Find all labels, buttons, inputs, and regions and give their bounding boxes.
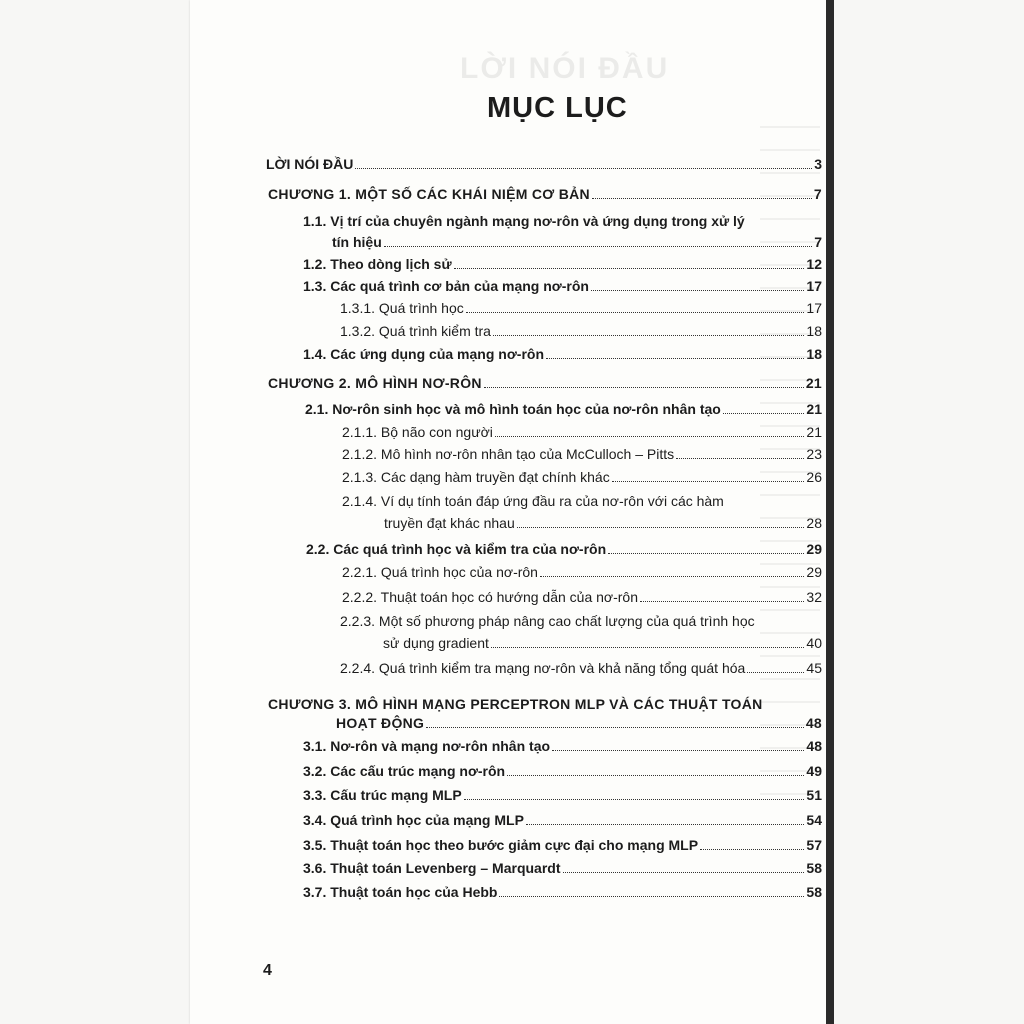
toc-entry-3-2 [303, 763, 822, 779]
toc-page: 18 [806, 323, 822, 339]
dot-leader [612, 481, 805, 482]
toc-entry-2-2-4 [340, 660, 822, 676]
dot-leader [747, 672, 804, 673]
toc-page: 28 [806, 515, 822, 531]
toc-page: 57 [806, 837, 822, 853]
toc-entry-2-1-1 [342, 424, 822, 440]
toc-label: 2.2.4. Quá trình kiểm tra mạng nơ-rôn và khả năng tổng quát hóa [340, 660, 746, 676]
dot-leader [499, 896, 804, 897]
dot-leader [526, 824, 804, 825]
toc-entry-2-2 [306, 541, 822, 557]
toc-label: 3.7. Thuật toán học của Hebb [303, 884, 498, 900]
toc-entry-2-1-4-line1: 2.1.4. Ví dụ tính toán đáp ứng đầu ra của nơ-rôn với các hàm [342, 493, 724, 509]
toc-entry-3-6 [303, 860, 822, 876]
toc-page: 17 [806, 300, 822, 316]
toc-entry-1-3 [303, 278, 822, 294]
toc-entry-1-1 [332, 234, 822, 250]
dot-leader [384, 246, 812, 247]
toc-page: 32 [806, 589, 822, 605]
toc-entry-2-1-3 [342, 469, 822, 485]
toc-page: 58 [806, 860, 822, 876]
toc-entry-1-4 [303, 346, 822, 362]
toc-page: 17 [806, 278, 822, 294]
toc-page: 7 [814, 234, 822, 250]
toc-label: 1.3.1. Quá trình học [340, 300, 464, 316]
page-number: 4 [263, 962, 272, 979]
toc-label: HOẠT ĐỘNG [336, 715, 425, 731]
dot-leader [464, 799, 805, 800]
bleed-through-title: LỜI NÓI ĐẦU [460, 52, 670, 85]
toc-page: 58 [806, 884, 822, 900]
toc-page: 21 [806, 401, 822, 417]
dot-leader [517, 527, 805, 528]
dot-leader [640, 601, 804, 602]
toc-page: 23 [806, 446, 822, 462]
toc-page: 3 [814, 156, 822, 172]
toc-entry-3-1 [303, 738, 822, 754]
dot-leader [563, 872, 805, 873]
dot-leader [591, 290, 804, 291]
toc-label: 2.1. Nơ-rôn sinh học và mô hình toán học của nơ-rôn nhân tạo [305, 401, 721, 417]
toc-label: 3.3. Cấu trúc mạng MLP [303, 787, 462, 803]
toc-entry-1-2 [303, 256, 822, 272]
dot-leader [484, 387, 804, 388]
toc-page: 18 [806, 346, 822, 362]
dot-leader [723, 413, 805, 414]
toc-entry-2-2-1 [342, 564, 822, 580]
dot-leader [454, 268, 805, 269]
toc-page: 26 [806, 469, 822, 485]
toc-label: CHƯƠNG 1. MỘT SỐ CÁC KHÁI NIỆM CƠ BẢN [268, 186, 590, 202]
toc-label: 1.3.2. Quá trình kiểm tra [340, 323, 491, 339]
toc-entry-3-7 [303, 884, 822, 900]
toc-label: 2.2. Các quá trình học và kiểm tra của nơ-rôn [306, 541, 607, 557]
toc-label: 3.2. Các cấu trúc mạng nơ-rôn [303, 763, 506, 779]
dot-leader [676, 458, 804, 459]
dot-leader [546, 358, 804, 359]
toc-page: 29 [806, 564, 822, 580]
toc-label: 2.2.2. Thuật toán học có hướng dẫn của nơ-rôn [342, 589, 639, 605]
toc-page: 21 [806, 424, 822, 440]
dot-leader [540, 576, 804, 577]
toc-label: truyền đạt khác nhau [384, 515, 515, 531]
toc-page: 48 [805, 715, 822, 731]
toc-entry-chapter-2 [268, 375, 822, 391]
dot-leader [700, 849, 804, 850]
dot-leader [608, 553, 804, 554]
toc-entry-2-2-2 [342, 589, 822, 605]
toc-entry-1-3-2 [340, 323, 822, 339]
toc-label: 3.6. Thuật toán Levenberg – Marquardt [303, 860, 561, 876]
toc-entry-1-1-line1: 1.1. Vị trí của chuyên ngành mạng nơ-rôn và ứng dụng trong xử lý [303, 213, 745, 229]
toc-page: 51 [806, 787, 822, 803]
dot-leader [507, 775, 804, 776]
toc-entry-2-2-3 [383, 635, 822, 651]
dot-leader [493, 335, 804, 336]
toc-page: 29 [806, 541, 822, 557]
toc-page: 45 [806, 660, 822, 676]
toc-label: LỜI NÓI ĐẦU [266, 156, 354, 172]
toc-page: 54 [806, 812, 822, 828]
dot-leader [552, 750, 804, 751]
toc-label: 2.1.3. Các dạng hàm truyền đạt chính khác [342, 469, 610, 485]
toc-label: sử dụng gradient [383, 635, 489, 651]
dot-leader [466, 312, 805, 313]
toc-entry-1-3-1 [340, 300, 822, 316]
toc-entry-2-2-3-line1: 2.2.3. Một số phương pháp nâng cao chất lượng của quá trình học [340, 613, 755, 629]
toc-label: 2.1.1. Bộ não con người [342, 424, 493, 440]
toc-page: 49 [806, 763, 822, 779]
toc-page: 12 [806, 256, 822, 272]
toc-label: 1.2. Theo dòng lịch sử [303, 256, 452, 272]
dot-leader [491, 647, 805, 648]
toc-label: 3.5. Thuật toán học theo bước giảm cực đại cho mạng MLP [303, 837, 699, 853]
toc-entry-chapter-3 [336, 715, 822, 731]
toc-entry-chapter-3-line1: CHƯƠNG 3. MÔ HÌNH MẠNG PERCEPTRON MLP VÀ CÁC THUẬT TOÁN [268, 696, 763, 712]
toc-entry-3-4 [303, 812, 822, 828]
dot-leader [495, 436, 805, 437]
toc-page: 40 [806, 635, 822, 651]
toc-label: 1.4. Các ứng dụng của mạng nơ-rôn [303, 346, 545, 362]
toc-entry-preface [266, 156, 822, 172]
toc-label: 3.1. Nơ-rôn và mạng nơ-rôn nhân tạo [303, 738, 551, 754]
page-title: MỤC LỤC [487, 92, 628, 124]
toc-page: 21 [805, 375, 822, 391]
dot-leader [592, 198, 812, 199]
toc-label: tín hiệu [332, 234, 382, 250]
dot-leader [426, 727, 804, 728]
toc-label: 2.2.1. Quá trình học của nơ-rôn [342, 564, 538, 580]
toc-entry-chapter-1 [268, 186, 822, 202]
toc-entry-2-1-2 [342, 446, 822, 462]
dot-leader [355, 168, 812, 169]
toc-label: CHƯƠNG 2. MÔ HÌNH NƠ-RÔN [268, 375, 482, 391]
toc-label: 3.4. Quá trình học của mạng MLP [303, 812, 524, 828]
toc-entry-3-5 [303, 837, 822, 853]
toc-entry-2-1 [305, 401, 822, 417]
toc-label: 2.1.2. Mô hình nơ-rôn nhân tạo của McCulloch – Pitts [342, 446, 675, 462]
toc-entry-3-3 [303, 787, 822, 803]
toc-page: 7 [813, 186, 822, 202]
toc-label: 1.3. Các quá trình cơ bản của mạng nơ-rôn [303, 278, 589, 294]
toc-page: 48 [806, 738, 822, 754]
toc-entry-2-1-4 [384, 515, 822, 531]
